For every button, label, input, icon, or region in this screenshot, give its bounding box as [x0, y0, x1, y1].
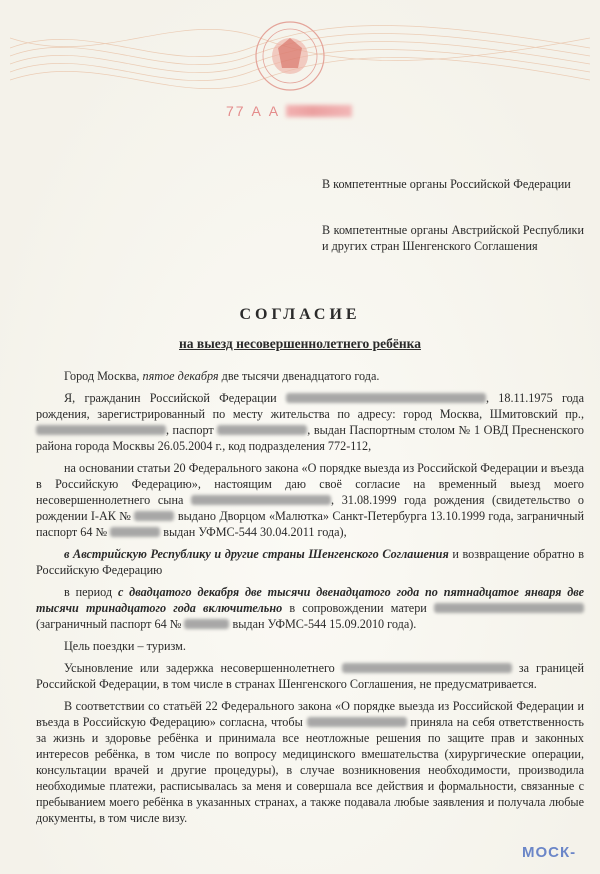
paragraph-applicant: Я, гражданин Российской Федерации , 18.11.1975 года рождения, зарегистрированный по месту жительства по адресу: город Москва, Шмитовский пр., , паспорт , выдан Паспортным столом № 1 ОВД Пресненского района города Москвы 26.05.2004 г., код подразделения 772-112, — [36, 391, 584, 453]
redacted-passport — [217, 425, 307, 435]
addressee-austria: В компетентные органы Австрийской Республики и других стран Шенгенского Соглашения — [322, 223, 584, 253]
paragraph-destination: в Австрийскую Республику и другие страны Шенгенского Соглашения и возвращение обратно в Российскую Федерацию — [36, 547, 584, 577]
redacted-serial — [286, 105, 352, 117]
paragraph-purpose: Цель поездки – туризм. — [64, 639, 186, 653]
paragraph-responsibility: В соответствии со статьёй 22 Федерального закона «О порядке выезда из Российской Федерации и въезда в Российскую Федерацию» согласна, чтобы приняла на себя ответственность за жизнь и здоровье ребёнка и принимала все неотложные решения по защите прав и законных интересов ребёнка, в том числе по вопросу медицинского вмешательства (хирургические операции, консультации врачей и другие процедуры), в случае возникновения необходимости, производила необходимые платежи, расписывалась за меня и совершала все действия и формальности, связанные с пребыванием моего ребёнка в указанных странах, а также подавала любые заявления и получала любые документы, в том числе визу. — [36, 699, 584, 825]
redacted-child-passport — [110, 527, 160, 537]
addressee-russia: В компетентные органы Российской Федерации — [322, 177, 571, 191]
emblem-seal — [256, 22, 324, 90]
redacted-address — [36, 425, 166, 435]
paragraph-period: в период с двадцатого декабря две тысячи двенадцатого года по пятнадцатое января две тысячи тринадцатого года включительно в сопровождении матери (заграничный паспорт 64 № выдан УФМС-544 15.09.2010 года). — [36, 585, 585, 631]
guilloche-header-band — [10, 8, 590, 113]
redacted-name — [286, 393, 486, 403]
document-body — [36, 368, 584, 832]
paragraph-consent: на основании статьи 20 Федерального закона «О порядке выезда из Российской Федерации и въезда в Российскую Федерацию», настоящим даю своё согласие на временный выезд моего несовершеннолетнего сына , 31.08.1999 года рождения (свидетельство о рождении I-АК № выдано Дворцом «Малютка» Санкт-Петербурга 13.10.1999 года, заграничный паспорт 64 № выдан УФМС-544 30.04.2011 года), — [36, 461, 585, 539]
blue-stamp-text: МОСК- — [522, 844, 577, 861]
serial-prefix: 77 А А — [226, 103, 281, 119]
redacted-mother-name-2 — [307, 717, 407, 727]
paragraph-adoption: Усыновление или задержка несовершеннолетнего за границей Российской Федерации, в том числе в странах Шенгенского Соглашения, не предусматривается. — [36, 661, 584, 691]
document-subtitle: на выезд несовершеннолетнего ребёнка — [179, 336, 421, 351]
document-title: СОГЛАСИЕ — [239, 306, 361, 323]
redacted-child-name — [191, 495, 331, 505]
serial-number — [226, 103, 352, 119]
redacted-child-name-2 — [342, 663, 512, 673]
redacted-mother-name — [434, 603, 584, 613]
redacted-certificate — [134, 511, 174, 521]
paragraph-place-date: Город Москва, пятое декабря две тысячи двенадцатого года. — [64, 369, 380, 383]
redacted-mother-passport — [184, 619, 229, 629]
